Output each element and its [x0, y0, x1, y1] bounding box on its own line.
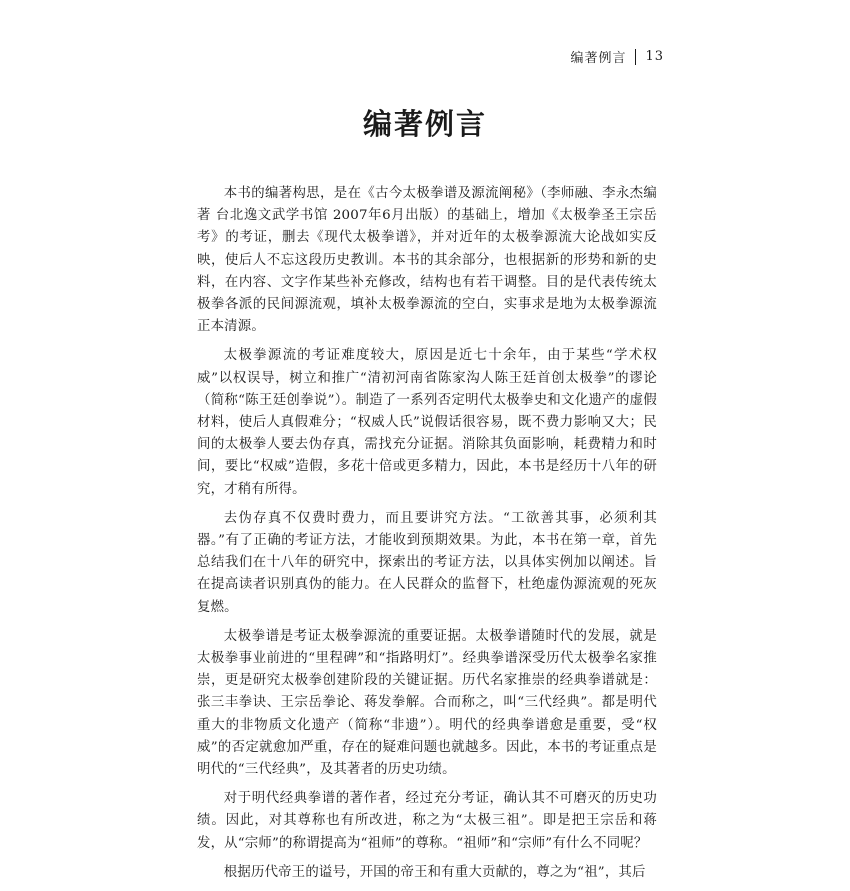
chapter-title: 编著例言: [362, 107, 487, 141]
body-text: [197, 183, 657, 891]
paragraph-3: 去伪存真不仅费时费力，而且要讲究方法。“工欲善其事，必须利其器。”有了正确的考证方法，才能收到预期效果。为此，本书在第一章，首先总结我们在十八年的研究中，探索出的考证方法，以具体实例加以阐述。旨在提高读者识别真伪的能力。在人民群众的监督下，杜绝虚伪源流观的死灰复燃。: [197, 510, 657, 615]
paragraph-5: 对于明代经典拳谱的著作者，经过充分考证，确认其不可磨灭的历史功绩。因此，对其尊称也有所改进，称之为“太极三祖”。即是把王宗岳和蒋发，从“宗师”的称谓提高为“祖师”的尊称。“祖师”和“宗师”有什么不同呢？: [197, 791, 657, 851]
page-number: 13: [645, 49, 664, 64]
paragraph-6: 根据历代帝王的谥号，开国的帝王和有重大贡献的，尊之为“祖”，其后: [223, 864, 646, 880]
paragraph-4: 太极拳谱是考证太极拳源流的重要证据。太极拳谱随时代的发展，就是太极拳事业前进的“里程碑”和“指路明灯”。经典拳谱深受历代太极拳名家推崇，更是研究太极拳创建阶段的关键证据。历代名家推崇的经典拳谱就是：张三丰拳诀、王宗岳拳论、蒋发拳解。合而称之，叫“三代经典”。都是明代重大的非物质文化遗产（简称“非遗”）。明代的经典拳谱愈是重要，受“权威”的否定就愈加严重，存在的疑难问题也就越多。因此，本书的考证重点是明代的“三代经典”，及其著者的历史功绩。: [197, 628, 657, 778]
running-head-divider: [635, 49, 636, 65]
running-head-title: 编著例言: [570, 51, 627, 66]
paragraph-1: 本书的编著构思，是在《古今太极拳谱及源流阐秘》（李师融、李永杰编著 台北逸文武学书馆 2007年6月出版）的基础上，增加《太极拳圣王宗岳考》的考证，删去《现代太极拳谱》，并对近年的太极拳源流大论战如实反映，使后人不忘这段历史教训。本书的其余部分，也根据新的形势和新的史料，在内容、文字作某些补充修改，结构也有若干调整。目的是代表传统太极拳各派的民间源流观，填补太极拳源流的空白，实事求是地为太极拳源流正本清源。: [197, 186, 657, 335]
paragraph-2: 太极拳源流的考证难度较大，原因是近七十余年，由于某些“学术权威”以权误导，树立和推广“清初河南省陈家沟人陈王廷首创太极拳”的谬论（简称“陈王廷创拳说”）。制造了一系列否定明代太极拳史和文化遗产的虚假材料，使后人真假难分；“权威人氏”说假话很容易，既不费力影响又大；民间的太极拳人要去伪存真，需找充分证据。消除其负面影响，耗费精力和时间，要比“权威”造假，多花十倍或更多精力，因此，本书是经历十八年的研究，才稍有所得。: [197, 348, 657, 497]
running-head: [570, 47, 664, 66]
